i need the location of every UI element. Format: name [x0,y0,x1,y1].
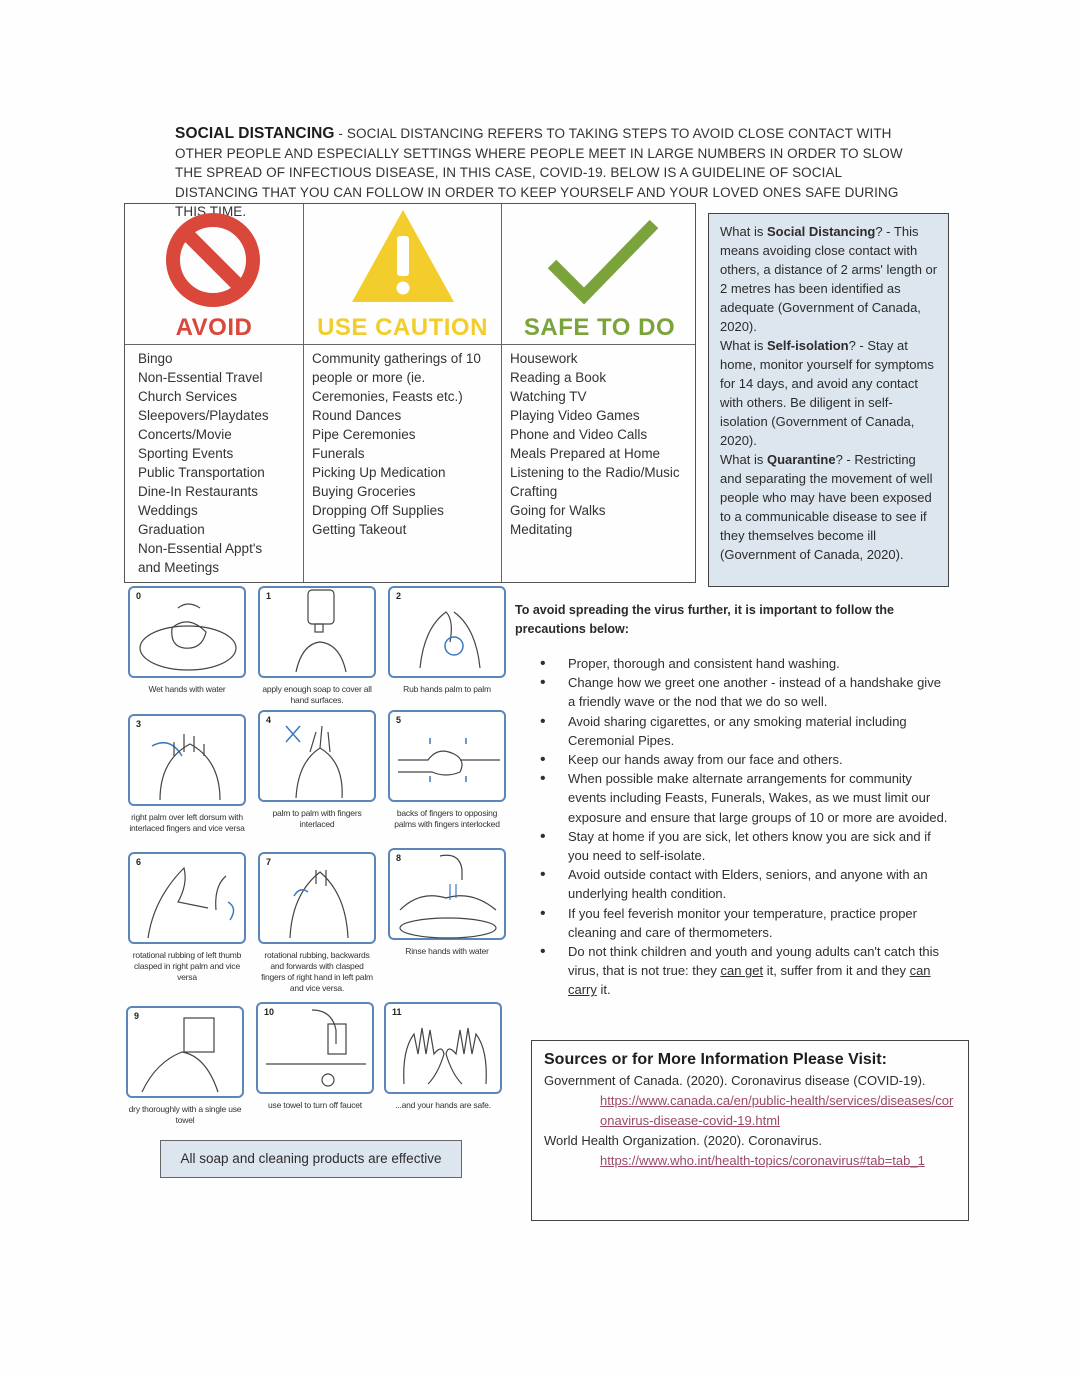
soap-dispenser-icon [260,588,378,680]
list-item: • Do not think children and youth and young adults can't catch this virus, that is not true: they can get it, suffer from it and they can carry it. [540,942,950,1000]
sources-title: Sources or for More Information Please Visit: [544,1051,887,1068]
list-item: Sleepovers/Playdates [138,408,269,423]
precautions-list [540,654,950,1000]
avoid-title: AVOID [175,314,253,341]
list-item: Buying Groceries [312,484,416,499]
step-1: 1 apply enough soap to cover all hand surfaces. [258,586,376,706]
list-item: Meals Prepared at Home [510,446,661,461]
definition-social-distancing: What is Social Distancing? - This means avoiding close contact with others, a distance of 2 arms' length or 2 metres has been identified as adequate (Government of Canada, 2020). [720,224,938,334]
definitions-box [708,213,949,587]
list-item: Graduation [138,522,205,537]
guideline-table [124,203,696,583]
checkmark-icon [542,216,662,306]
list-item: Non-Essential Appt's [138,541,263,556]
list-item: Crafting [510,484,558,499]
header-title: SOCIAL DISTANCING [175,125,335,142]
list-item: Watching TV [510,389,587,404]
list-item: Church Services [138,389,238,404]
list-item: and Meetings [138,560,220,575]
source-reference: World Health Organization. (2020). Coronavirus. [544,1133,822,1148]
warning-icon [348,206,458,306]
step-5: 5 backs of fingers to opposing palms with fingers interlocked [388,710,506,830]
step-10: 10 use towel to turn off faucet [256,1002,374,1111]
list-item: • Proper, thorough and consistent hand washing. [540,654,950,673]
list-item: Dine-In Restaurants [138,484,259,499]
no-entry-icon [163,210,263,310]
step-4: 4 palm to palm with fingers interlaced [258,710,376,830]
list-item: Concerts/Movie [138,427,232,442]
list-item: • If you feel feverish monitor your temperature, practice proper cleaning and care of thermometers. [540,904,950,942]
step-6: 6 rotational rubbing of left thumb clasped in right palm and vice versa [128,852,246,983]
list-item: • Avoid outside contact with Elders, seniors, and anyone with an underlying health condition. [540,865,950,903]
list-item: Playing Video Games [510,408,640,423]
faucet-off-icon [258,1004,376,1096]
list-item: Picking Up Medication [312,465,446,480]
step-2: 2 Rub hands palm to palm [388,586,506,695]
list-item: Reading a Book [510,370,607,385]
list-item: Round Dances [312,408,402,423]
list-item: Getting Takeout [312,522,407,537]
list-item: • Keep our hands away from our face and others. [540,750,950,769]
soap-note: All soap and cleaning products are effective [160,1140,462,1178]
safe-title: SAFE TO DO [523,314,676,341]
avoid-header [125,204,303,344]
hands-rub-icon [390,588,508,680]
step-3: 3 right palm over left dorsum with interlaced fingers and vice versa [128,714,246,834]
list-item: Dropping Off Supplies [312,503,444,518]
list-item: • Change how we greet one another - instead of a handshake give a friendly wave or the nod that we do so well. [540,673,950,711]
list-item: • Avoid sharing cigarettes, or any smoking material including Ceremonial Pipes. [540,712,950,750]
hands-dorsum-icon [130,716,248,808]
list-item: Sporting Events [138,446,234,461]
hands-interlaced-icon [260,712,378,804]
list-item: • Stay at home if you are sick, let others know you are sick and if you need to self-isolate. [540,827,950,865]
handwashing-steps [122,584,507,1144]
source-link[interactable]: https://www.who.int/health-topics/coronavirus#tab=tab_1 [600,1153,925,1168]
source-link[interactable]: https://www.canada.ca/en/public-health/services/diseases/coronavirus-disease-covid-19.html [600,1093,954,1128]
list-item: Community gatherings of 10 [312,351,481,366]
definition-quarantine: What is Quarantine? - Restricting and separating the movement of well people who may have been exposed to a communicable disease to see if they themselves become ill (Government of Canada, 2020). [720,452,933,562]
caution-title: USE CAUTION [317,314,488,341]
sources-box [531,1040,969,1221]
list-item: • When possible make alternate arrangements for community events including Feasts, Funerals, Wakes, as we must limit our exposure and ensure that large groups of 10 or more are avoided. [540,769,950,827]
safe-header [502,204,697,344]
list-item: Non-Essential Travel [138,370,263,385]
fingertip-rub-icon [260,854,378,946]
safe-list [510,349,680,539]
towel-dry-icon [128,1008,246,1100]
source-reference: Government of Canada. (2020). Coronavirus disease (COVID-19). [544,1073,926,1088]
list-item: Funerals [312,446,365,461]
precautions-intro: To avoid spreading the virus further, it is important to follow the precautions below: [515,603,894,636]
list-item: Pipe Ceremonies [312,427,416,442]
header-text: - SOCIAL DISTANCING REFERS TO TAKING STEPS TO AVOID CLOSE CONTACT WITH OTHER PEOPLE AND ESPECIALLY SETTINGS WHERE PEOPLE MEET IN LARGE NUMBERS IN ORDER TO SLOW THE SPREAD OF INFECTIOUS DISEASE, IN THIS CASE, COVID-19. BELOW IS A GUIDELINE OF SOCIAL DISTANCING THAT YOU CAN FOLLOW IN ORDER TO KEEP YOURSELF AND YOUR LOVED ONES SAFE DURING THIS TIME. [175,126,903,219]
hands-interlocked-icon [390,712,508,804]
step-7: 7 rotational rubbing, backwards and forwards with clasped fingers of right hand in left palm and vice versa. [258,852,376,994]
list-item: Weddings [138,503,198,518]
list-item: people or more (ie. [312,370,426,385]
rinse-hands-icon [390,850,508,942]
list-item: Housework [510,351,578,366]
avoid-list [138,349,269,577]
list-item: Public Transportation [138,465,265,480]
thumb-rub-icon [130,854,248,946]
list-item: Ceremonies, Feasts etc.) [312,389,463,404]
list-item: Listening to the Radio/Music [510,465,680,480]
step-8: 8 Rinse hands with water [388,848,506,957]
hands-sink-icon [130,588,248,680]
list-item: Phone and Video Calls [510,427,648,442]
list-item: Meditating [510,522,573,537]
step-11: 11 ...and your hands are safe. [384,1002,502,1111]
step-0: 0 Wet hands with water [128,586,246,695]
definition-self-isolation: What is Self-isolation? - Stay at home, monitor yourself for symptoms for 14 days, and avoid any contact with others. Be diligent in self-isolation (Government of Canada, 2020). [720,338,934,448]
step-9: 9 dry thoroughly with a single use towel [126,1006,244,1126]
clean-hands-icon [386,1004,504,1096]
caution-header [304,204,501,344]
caution-list [312,349,481,539]
list-item: Going for Walks [510,503,606,518]
list-item: Bingo [138,351,173,366]
